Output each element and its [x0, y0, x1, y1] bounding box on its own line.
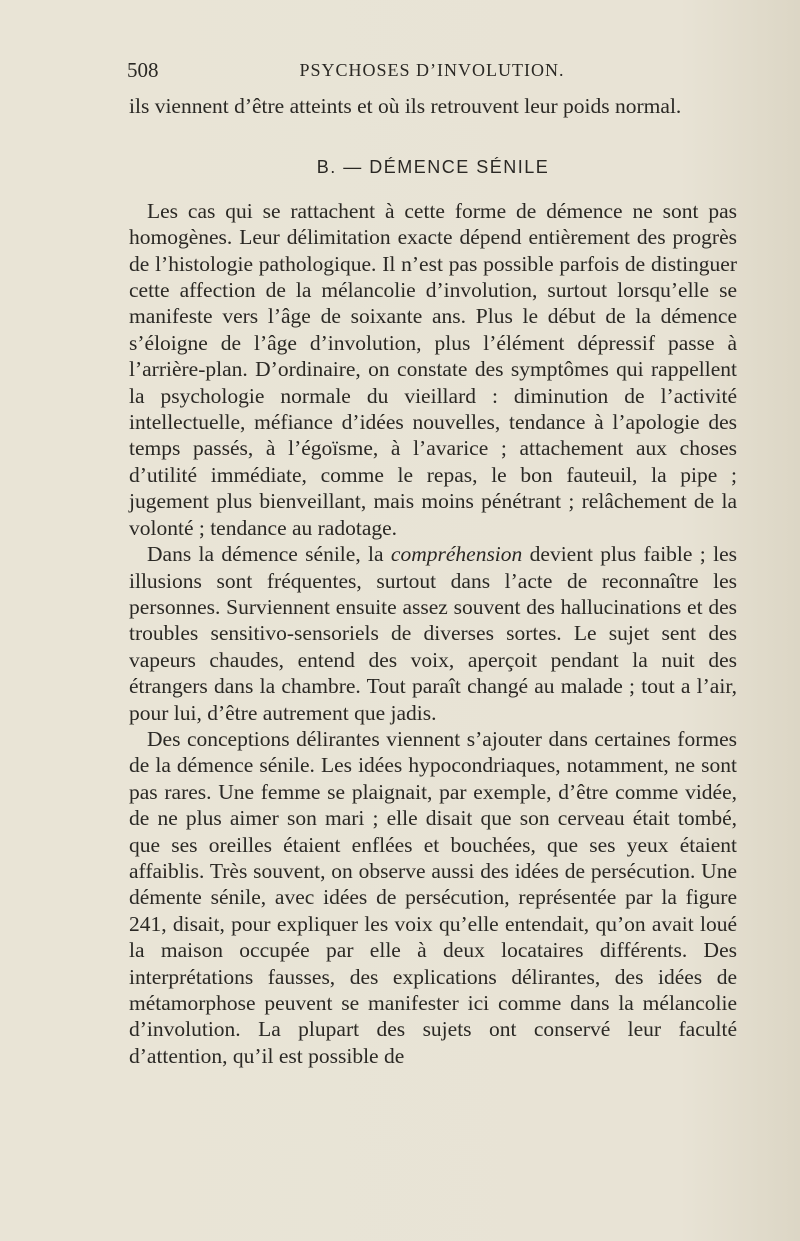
- paragraph-2-italic-term: compréhension: [390, 542, 523, 567]
- body-text: [129, 93, 737, 1069]
- opening-paragraph: ils viennent d’être atteints et où ils retrouvent leur poids normal.: [129, 94, 682, 118]
- paragraph-3: Des conceptions délirantes viennent s’ajouter dans certaines formes de la démence sénile. Les idées hypocondriaques, notamment, ne sont pas rares. Une femme se plaignait, par exemple, d’être comme vidée, de ne plus aimer son mari ; elle disait que son cerveau était tombé, que ses oreilles étaient enflées et bouchées, que ses yeux étaient affaiblis. Très souvent, on observe aussi des idées de persécution. Une démente sénile, avec idées de persécution, représentée par la figure 241, disait, pour expliquer les voix qu’elle entendait, qu’on avait loué la maison occupée par elle à deux locataires différents. Des interprétations fausses, des explications délirantes, des idées de métamorphose peuvent se manifester ici comme dans la mélancolie d’involution. La plupart des sujets ont conservé leur faculté d’attention, qu’il est possible de: [129, 726, 737, 1068]
- section-heading: B. — DÉMENCE SÉNILE: [316, 157, 550, 178]
- page-number: 508: [127, 58, 159, 82]
- paragraph-2: [129, 541, 737, 726]
- running-title: PSYCHOSES D’INVOLUTION.: [299, 60, 565, 80]
- paragraph-2-end: devient plus faible ; les illusions sont fréquentes, surtout dans l’acte de reconnaître les personnes. Surviennent ensuite assez souvent des hallucinations et des troubles sensitivo-sensoriels de diverses sortes. Le sujet sent des vapeurs chaudes, entend des voix, aperçoit pendant la nuit des étrangers dans la chambre. Tout paraît changé au malade ; tout a l’air, pour lui, d’être autrement que jadis.: [129, 542, 737, 725]
- paragraph-2-start: Dans la démence sénile, la: [147, 542, 391, 567]
- paragraph-1: Les cas qui se rattachent à cette forme de démence ne sont pas homogènes. Leur délimitation exacte dépend entièrement des progrès de l’histologie pathologique. Il n’est pas possible parfois de distinguer cette affection de la mélancolie d’involution, surtout lorsqu’elle se manifeste vers l’âge de soixante ans. Plus le début de la démence s’éloigne de l’âge d’involution, plus l’élément dépressif passe à l’arrière-plan. D’ordinaire, on constate des symptômes qui rappellent la psychologie normale du vieillard : diminution de l’activité intellectuelle, méfiance d’idées nouvelles, tendance à l’apologie des temps passés, à l’égoïsme, à l’avarice ; attachement aux choses d’utilité immédiate, comme le repas, le bon fauteuil, la pipe ; jugement plus bienveillant, mais moins pénétrant ; relâchement de la volonté ; tendance au radotage.: [129, 198, 737, 540]
- page-header: [127, 58, 737, 88]
